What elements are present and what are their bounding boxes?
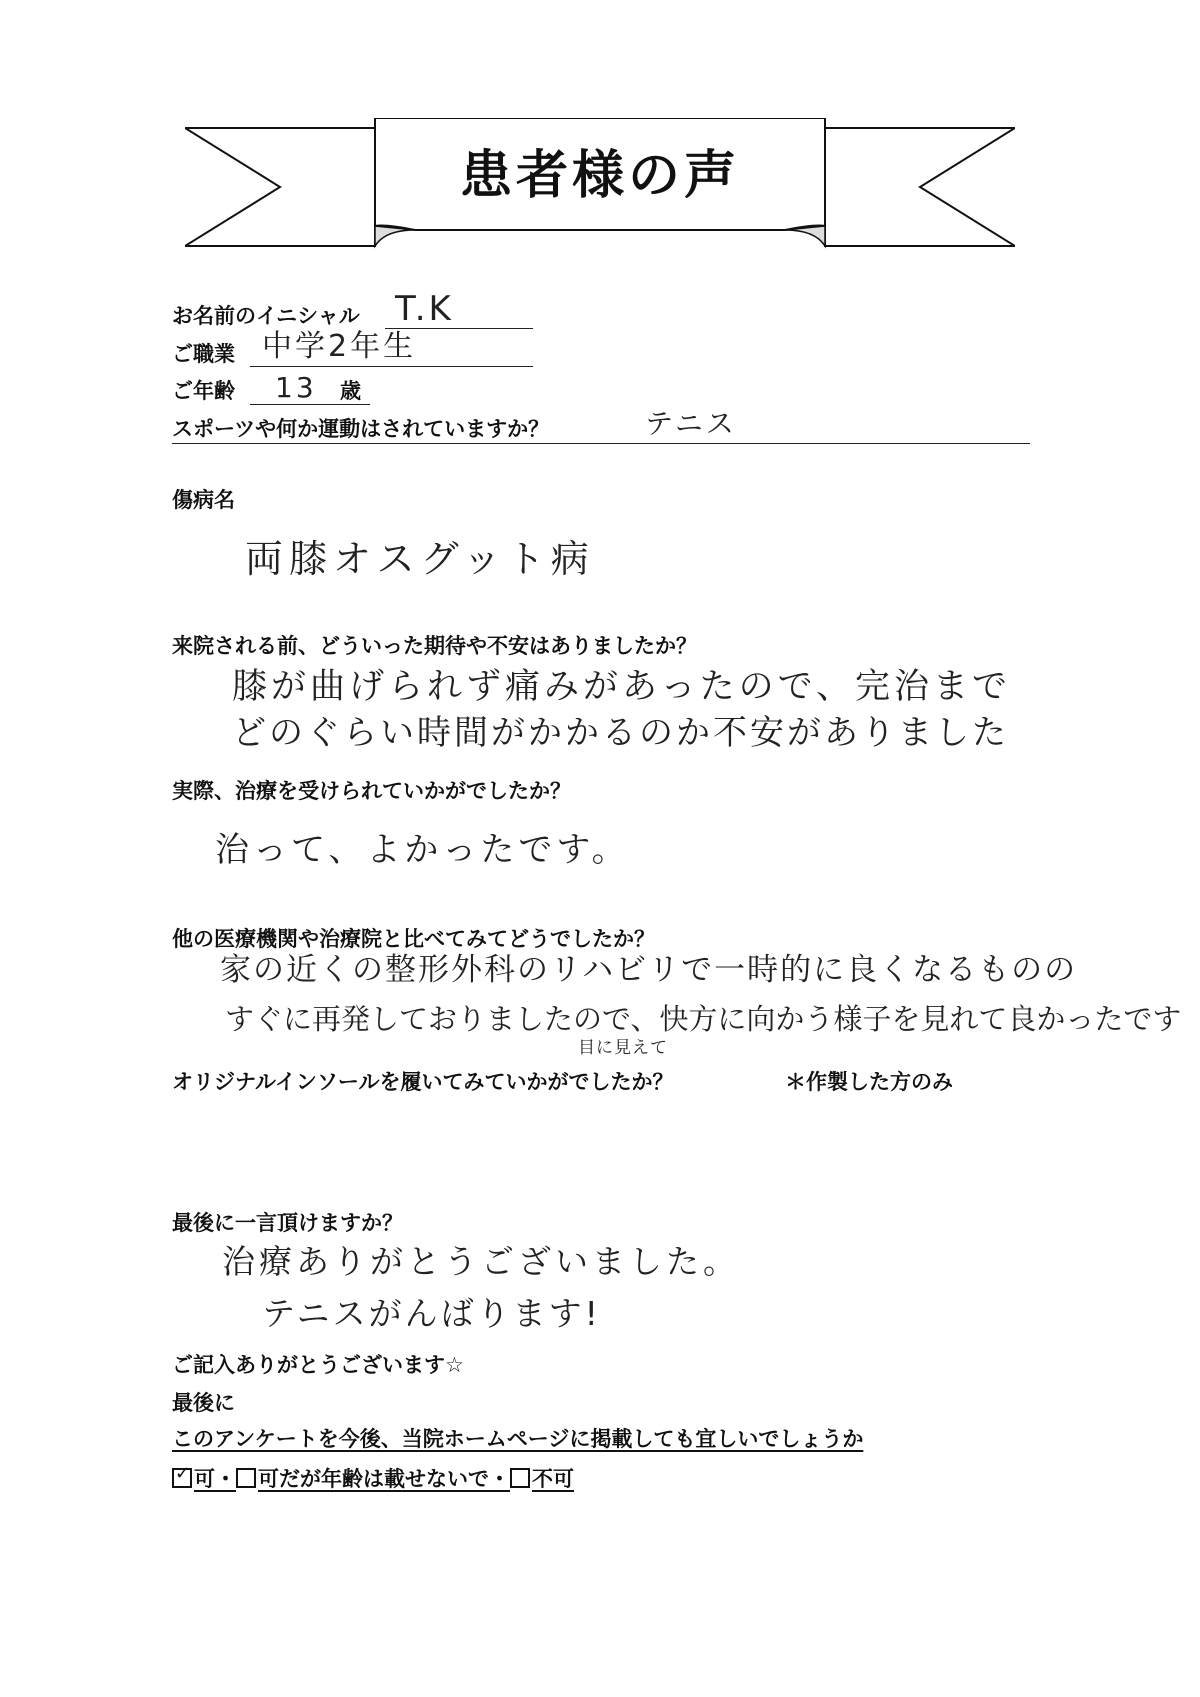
comparison-question: 他の医療機関や治療院と比べてみてどうでしたか？ (172, 927, 655, 951)
after-treatment-question: 実際、治療を受けられていかがでしたか？ (172, 779, 571, 803)
initials-label: お名前のイニシャル (172, 304, 360, 328)
before-visit-answer-line1: 膝が曲げられず痛みがあったので、完治まで (232, 667, 1011, 707)
diagnosis-label: 傷病名 (172, 488, 235, 512)
option2-label: 可だが年齢は載せないで (258, 1467, 489, 1491)
option2-checkbox[interactable] (236, 1468, 256, 1488)
option-separator: ・ (215, 1467, 236, 1491)
comparison-insertion-note: 目に見えて (578, 1038, 668, 1058)
sports-label: スポーツや何か運動はされていますか？ (172, 417, 550, 441)
age-value: 13 (275, 371, 317, 404)
after-treatment-answer: 治って、よかったです。 (215, 830, 630, 870)
option3-checkbox[interactable] (510, 1468, 530, 1488)
consent-question: このアンケートを今後、当院ホームページに掲載しても宜しいでしょうか (172, 1427, 864, 1451)
comparison-answer-line1: 家の近くの整形外科のリハビリで一時的に良くなるものの (220, 952, 1078, 988)
sports-value: テニス (645, 407, 737, 440)
final-words-question: 最後に一言頂けますか？ (172, 1211, 403, 1235)
option1-checkbox[interactable] (172, 1463, 192, 1488)
diagnosis-value: 両膝オスグット病 (245, 537, 595, 581)
occupation-value: 中学2年生 (262, 329, 417, 364)
age-unit: 歳 (340, 379, 361, 403)
final-words-answer-line2: テニスがんばります! (262, 1294, 601, 1333)
option1-label: 可 (194, 1467, 215, 1491)
check-mark-icon: ✓ (175, 1463, 191, 1484)
initials-value: T.K (395, 289, 454, 329)
before-visit-answer-line2: どのぐらい時間がかかるのか不安がありました (232, 713, 1009, 753)
comparison-answer-line2: すぐに再発しておりましたので、快方に向かう様子を見れて良かったです (225, 1002, 1182, 1036)
page-title: 患者様の声 (459, 146, 740, 206)
insole-note: ＊作製した方のみ (785, 1070, 953, 1094)
thanks-text: ご記入ありがとうございます☆ (172, 1353, 464, 1377)
occupation-label: ご職業 (172, 342, 235, 366)
insole-question: オリジナルインソールを履いてみていかがでしたか？ (172, 1070, 674, 1094)
before-visit-question: 来院される前、どういった期待や不安はありましたか？ (172, 634, 697, 658)
sports-underline (172, 443, 1030, 444)
option-separator: ・ (489, 1467, 510, 1491)
final-words-answer-line1: 治療ありがとうございました。 (222, 1242, 740, 1281)
occupation-underline (250, 366, 533, 367)
age-label: ご年齢 (172, 379, 235, 403)
lastly-text: 最後に (172, 1391, 235, 1415)
option3-label: 不可 (532, 1467, 574, 1491)
consent-options (172, 1463, 574, 1493)
age-underline (250, 404, 370, 405)
